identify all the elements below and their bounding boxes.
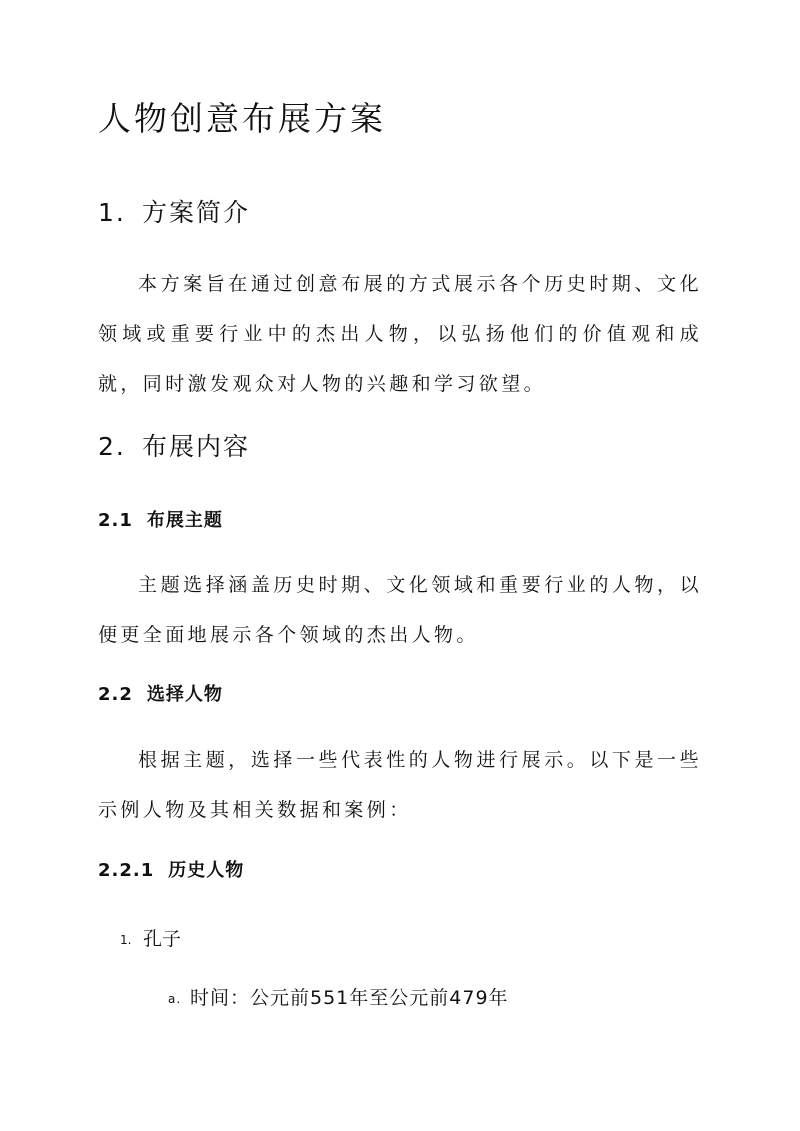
subsection-title: 选择人物 xyxy=(146,684,223,705)
document-title: 人物创意布展方案 xyxy=(98,99,386,138)
subsubsection-heading-historical xyxy=(98,858,244,884)
theme-paragraph: 主题选择涵盖历史时期、文化领域和重要行业的人物，以便更全面地展示各个领域的杰出人物。 xyxy=(98,574,702,646)
section-title: 方案简介 xyxy=(142,198,251,227)
list-marker: 1. xyxy=(120,932,132,947)
list-marker: a. xyxy=(168,991,182,1006)
list-subitem-text: 时间：公元前551年至公元前479年 xyxy=(190,987,509,1009)
subsection-number: 2.1 xyxy=(98,510,133,531)
intro-paragraph: 本方案旨在通过创意布展的方式展示各个历史时期、文化领域或重要行业中的杰出人物，以弘扬他们的价值观和成就，同时激发观众对人物的兴趣和学习欲望。 xyxy=(98,273,702,395)
subsection-heading-selection xyxy=(98,682,223,708)
subsection-heading-theme xyxy=(98,508,223,534)
list-item-text: 孔子 xyxy=(143,928,182,950)
subsection-number: 2.2 xyxy=(98,684,133,705)
subsection-title: 布展主题 xyxy=(146,510,223,531)
list-item xyxy=(120,925,181,954)
list-subitem xyxy=(168,984,509,1013)
section-number: 2. xyxy=(98,432,126,461)
section-heading-content xyxy=(98,430,250,464)
section-title: 布展内容 xyxy=(142,432,251,461)
section-number: 1. xyxy=(98,198,126,227)
selection-paragraph: 根据主题，选择一些代表性的人物进行展示。以下是一些示例人物及其相关数据和案例： xyxy=(98,749,702,821)
subsubsection-title: 历史人物 xyxy=(168,860,245,881)
section-heading-intro xyxy=(98,196,250,230)
subsubsection-number: 2.2.1 xyxy=(98,860,155,881)
